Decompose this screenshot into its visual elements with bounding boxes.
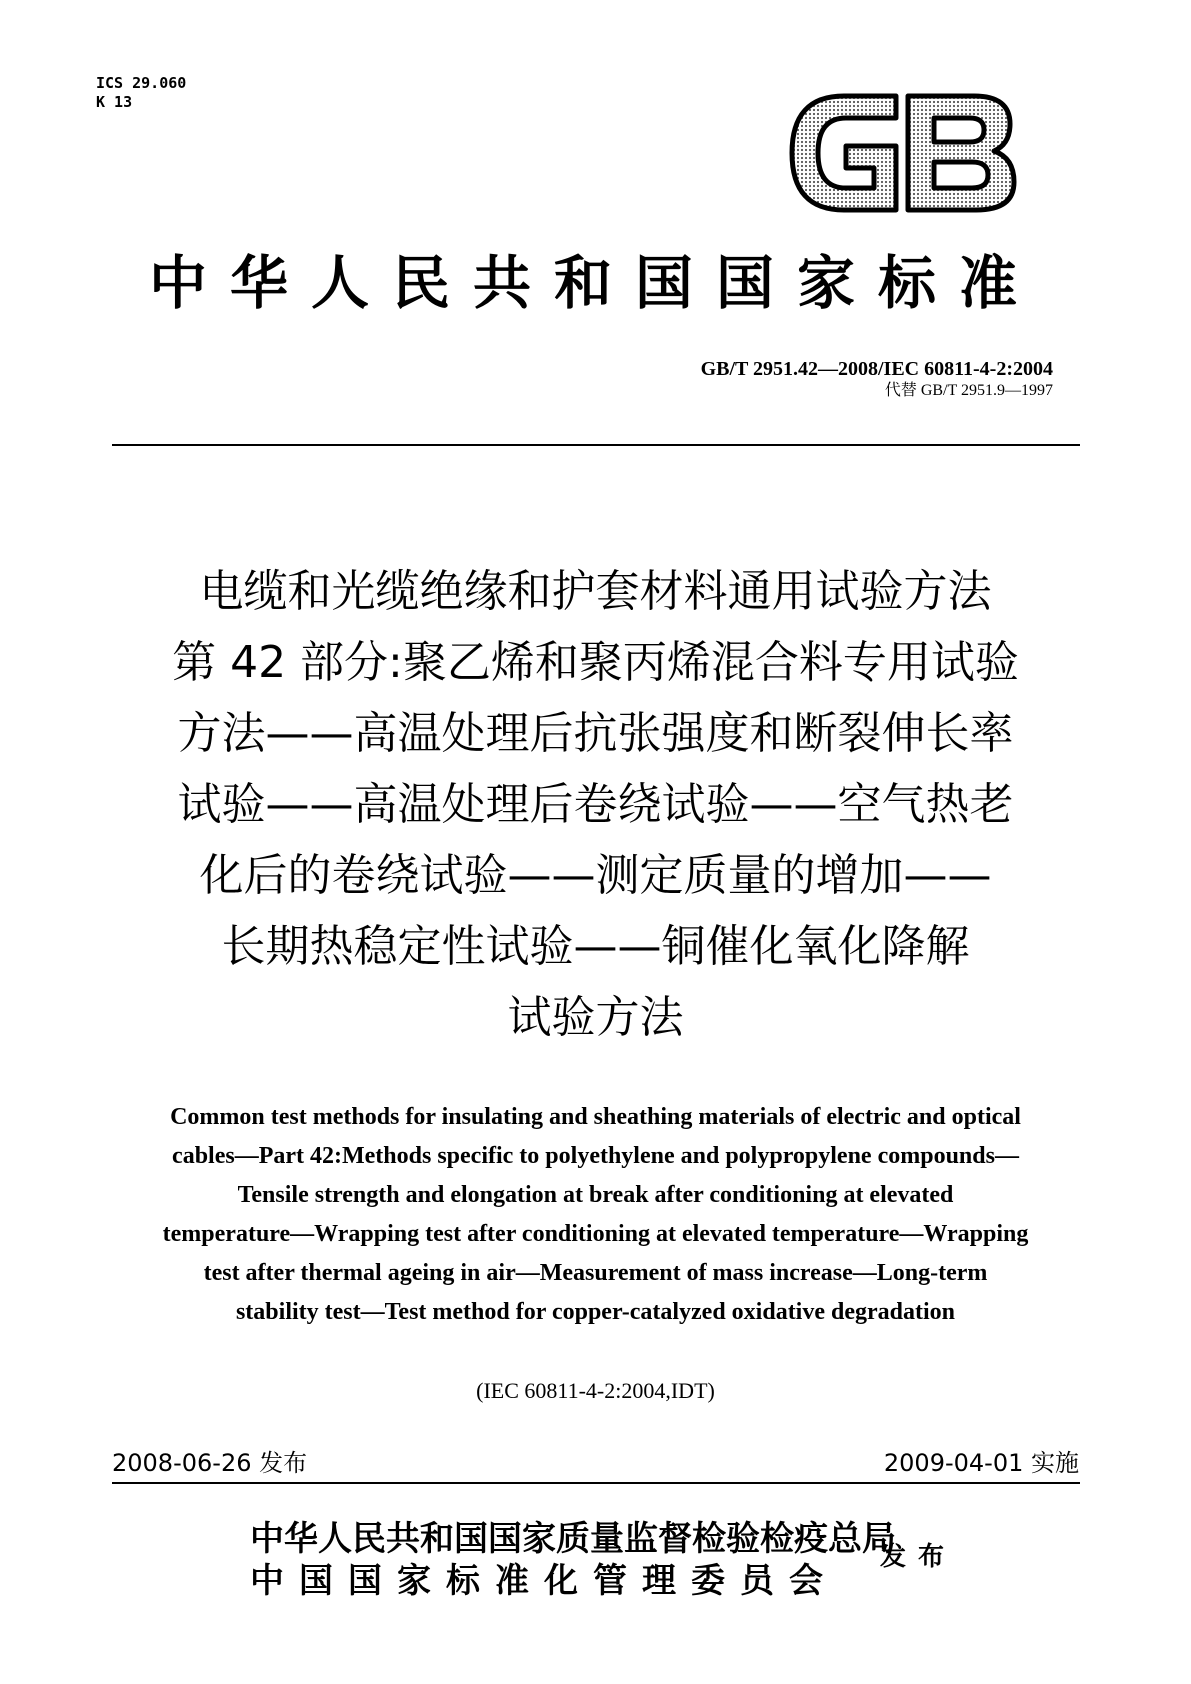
standard-number-block [701, 357, 1053, 401]
ics-code: ICS 29.060 [96, 74, 187, 92]
english-title-line: cables—Part 42:Methods specific to polyethylene and polypropylene compounds— [172, 1143, 1019, 1169]
chinese-title [80, 556, 1111, 1053]
english-title-line: temperature—Wrapping test after conditioning at elevated temperature—Wrapping [162, 1221, 1029, 1247]
gb-logo [784, 88, 1022, 218]
chinese-title-line: 方法——高温处理后抗张强度和断裂伸长率 [177, 708, 1014, 759]
chinese-title-line: 试验——高温处理后卷绕试验——空气热老 [177, 779, 1014, 830]
chinese-title-line: 电缆和光缆绝缘和护套材料通用试验方法 [199, 566, 992, 617]
english-title-line: Common test methods for insulating and sheathing materials of electric and optical [170, 1104, 1021, 1130]
chinese-title-line: 化后的卷绕试验——测定质量的增加—— [199, 850, 992, 901]
issue-date: 2008-06-26 发布 [112, 1449, 308, 1477]
standard-number: GB/T 2951.42—2008/IEC 60811-4-2:2004 [700, 358, 1053, 380]
english-title-line: test after thermal ageing in air—Measurement of mass increase—Long-term [203, 1260, 988, 1286]
bottom-divider [112, 1482, 1080, 1484]
english-title-line: Tensile strength and elongation at break after conditioning at elevated [237, 1182, 954, 1208]
chinese-title-line: 试验方法 [507, 992, 684, 1043]
english-title-line: stability test—Test method for copper-catalyzed oxidative degradation [235, 1299, 956, 1325]
implementation-date: 2009-04-01 实施 [883, 1449, 1079, 1477]
gb-logo-icon [784, 88, 1022, 218]
issuer-sac: 中国国家标准化管理委员会 [250, 1561, 838, 1601]
ccs-code: K 13 [96, 93, 133, 111]
chinese-title-line: 长期热稳定性试验——铜催化氧化降解 [221, 921, 970, 972]
logo-letter-g [792, 96, 896, 210]
national-standard-title: 中华人民共和国国家标准 [148, 249, 1040, 317]
chinese-title-line: 第 42 部分:聚乙烯和聚丙烯混合料专用试验 [172, 637, 1019, 688]
publish-label: 发布 [880, 1542, 957, 1572]
english-title [90, 1098, 1101, 1332]
issuing-authorities [250, 1518, 896, 1602]
replaced-standard: 代替 GB/T 2951.9—1997 [884, 382, 1053, 399]
classification-codes [96, 74, 186, 112]
logo-letter-b [908, 96, 1014, 210]
equivalence-note: (IEC 60811-4-2:2004,IDT) [476, 1378, 715, 1403]
top-divider [112, 444, 1080, 446]
issuer-aqsiq: 中华人民共和国国家质量监督检验检疫总局 [250, 1519, 896, 1559]
